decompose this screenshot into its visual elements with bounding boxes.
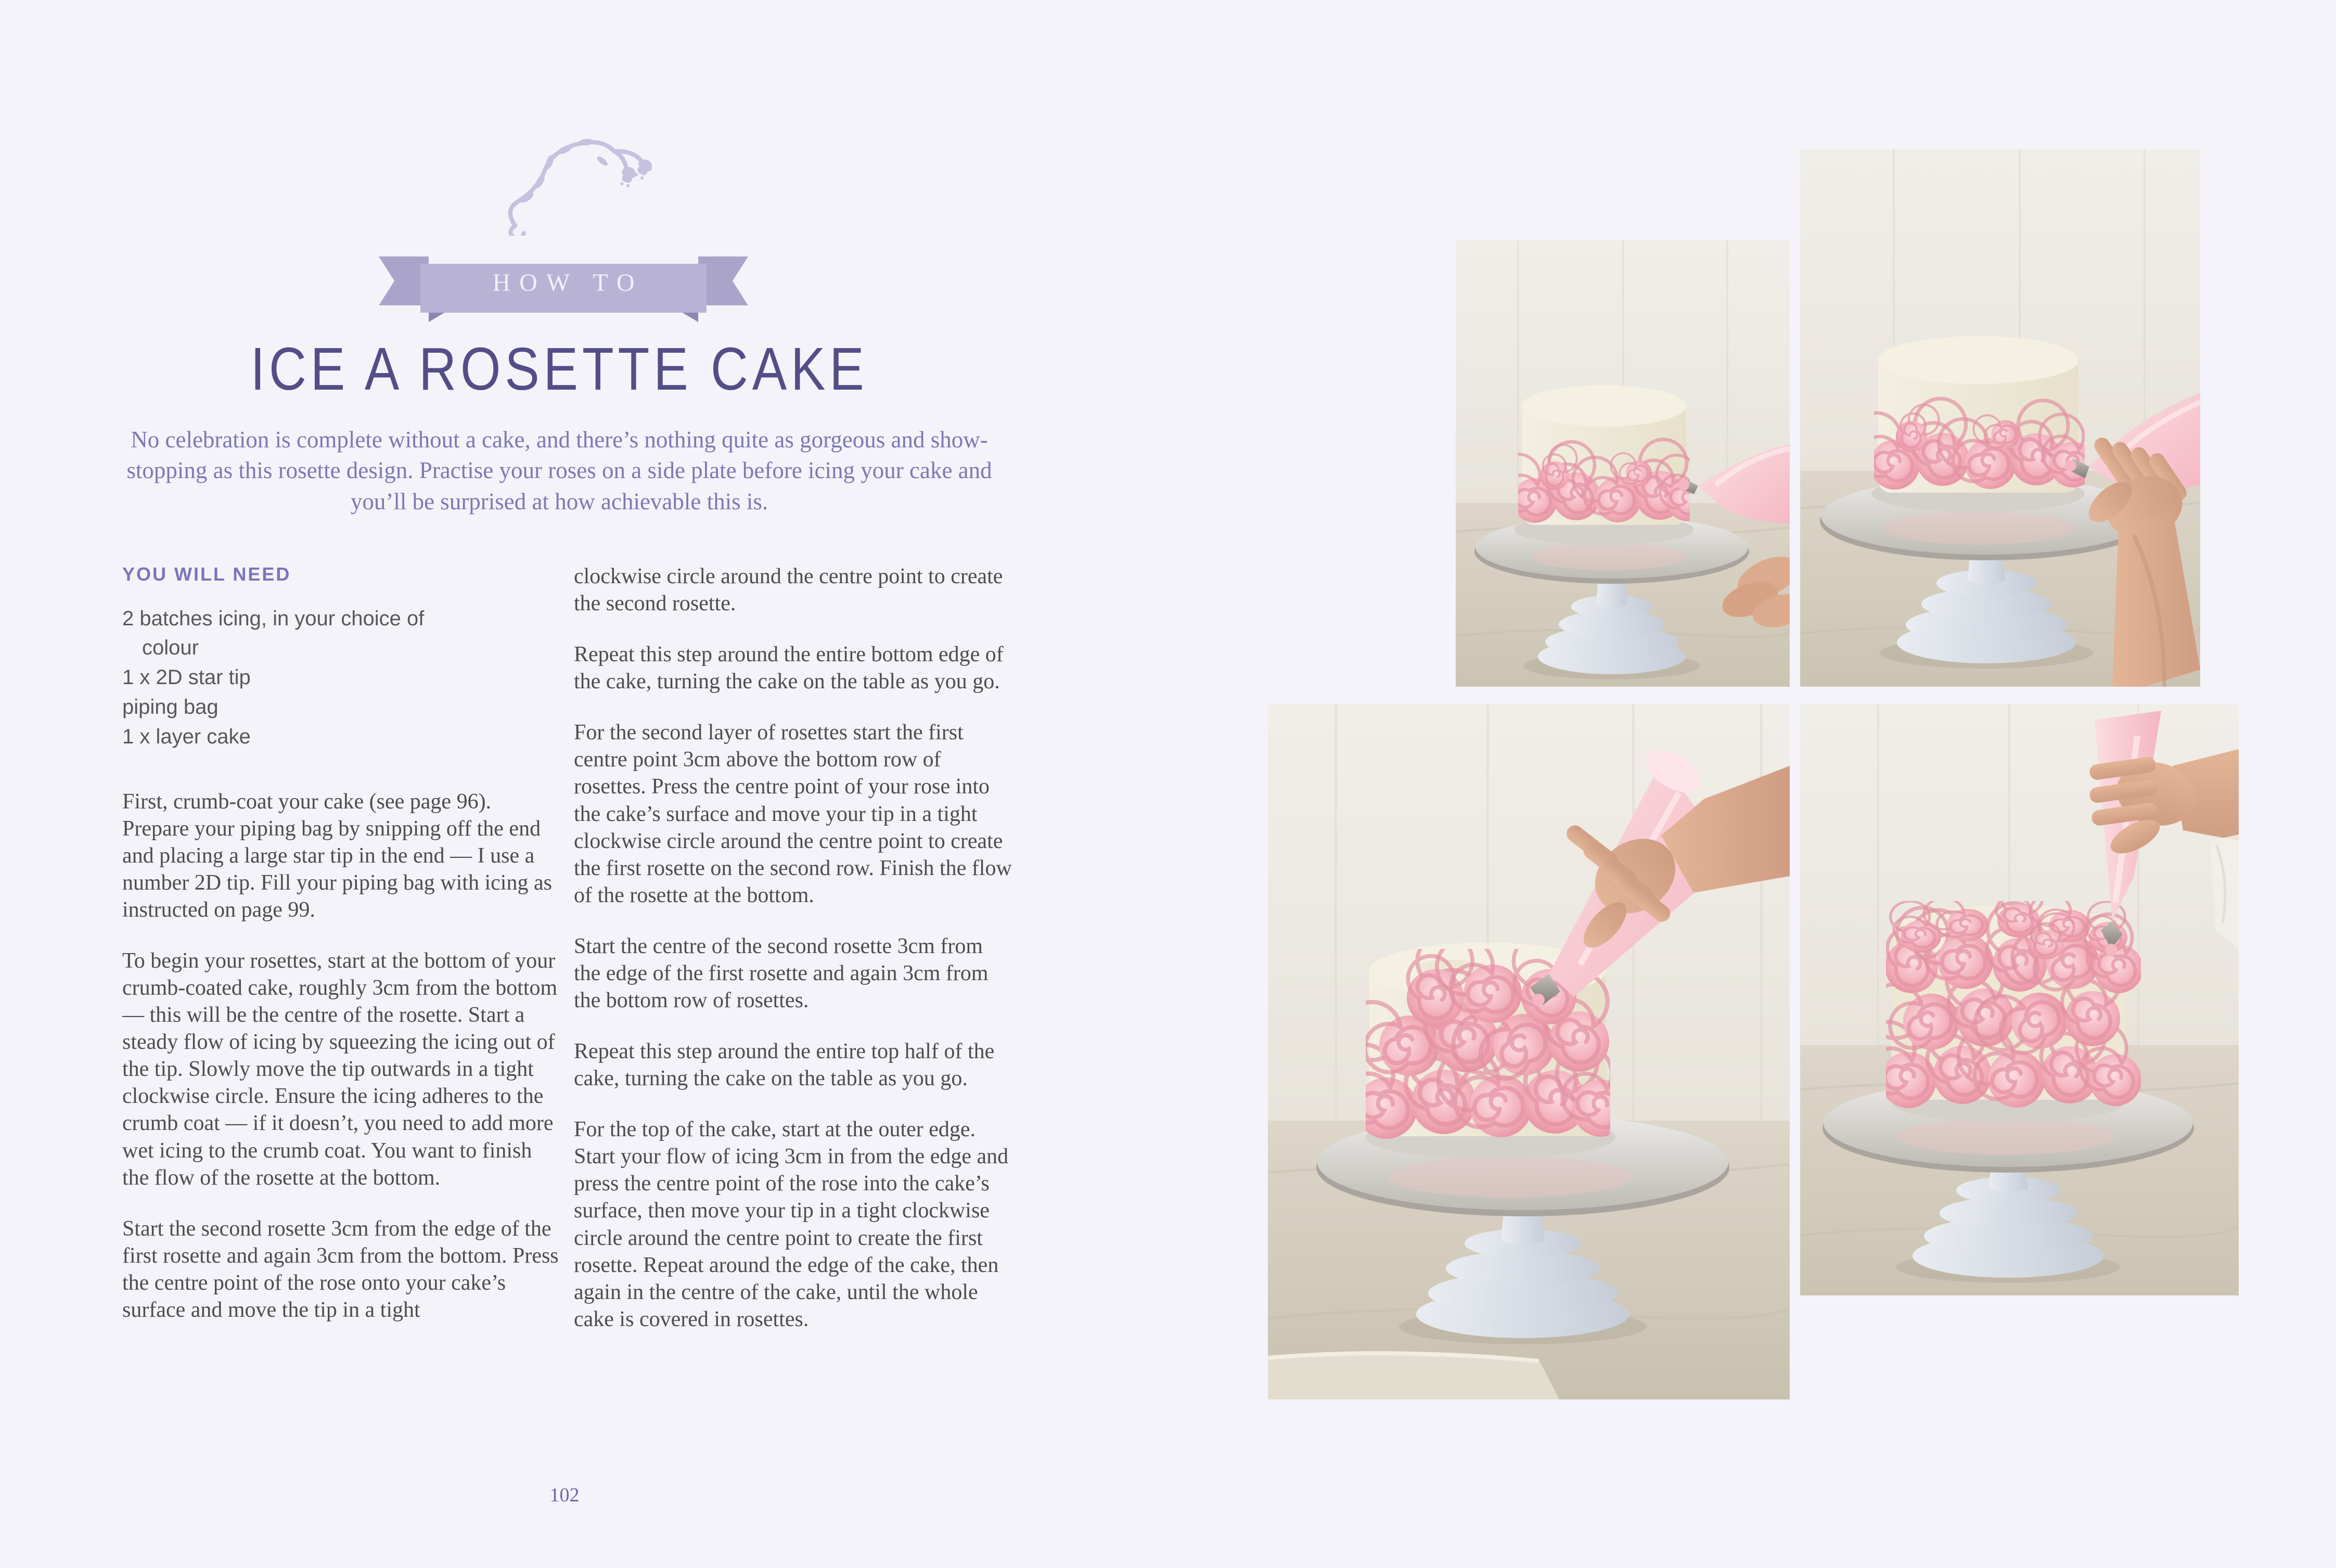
body-paragraph: To begin your rosettes, start at the bottom of your crumb-coated cake, roughly 3cm from the bottom — this will be the centre of the rosette. Start a steady flow of icing by squeezing the icing out of the tip. Slowly move the tip outwards in a tight clockwise circle. Ensure the icing adheres to the crumb coat — if it doesn’t, you need to add more wet icing to the crumb coat. You want to finish the flow of the rosette at the bottom.	[122, 949, 558, 1190]
text-column-right	[574, 563, 1013, 1357]
page-title: ICE A ROSETTE CAKE	[250, 335, 868, 403]
you-will-need-heading: YOU WILL NEED	[122, 563, 291, 585]
you-will-need-list	[122, 604, 455, 752]
body-paragraph: clockwise circle around the centre point to create the second rosette.	[574, 564, 1003, 616]
photo-step-1-piping-first-row	[1456, 240, 1790, 687]
body-paragraph: Repeat this step around the entire bottom edge of the cake, turning the cake on the table as you go.	[574, 642, 1004, 694]
photo-step-3-piping-second-row	[1268, 704, 1790, 1399]
floral-bellflower-flourish-icon	[497, 134, 653, 236]
body-paragraph: For the second layer of rosettes start the first centre point 3cm above the bottom row of rosettes. Press the centre point of your rose into the cake’s surface and move your tip in a tight clockwise circle around the centre point to create the first rosette on the second row. Finish the flow of the rosette at the bottom.	[574, 721, 1012, 907]
list-item: 1 x layer cake	[122, 725, 251, 748]
photo-step-2-hand-piping-bottom-row	[1800, 149, 2200, 687]
photo-step-4-piping-cake-top	[1800, 704, 2239, 1295]
list-item: piping bag	[122, 696, 219, 719]
list-item: 2 batches icing, in your choice of colour	[122, 607, 425, 660]
banner-label: HOW TO	[492, 268, 644, 297]
list-item: 1 x 2D star tip	[122, 666, 251, 689]
body-paragraph: Start the second rosette 3cm from the edge of the first rosette and again 3cm from the bottom. Press the centre point of the rose onto your cake’s surface and move the tip in a tight	[122, 1216, 559, 1322]
page-number: 102	[549, 1484, 580, 1506]
body-paragraph: Start the centre of the second rosette 3cm from the edge of the first rosette and again 3cm from the bottom row of rosettes.	[574, 934, 989, 1013]
body-paragraph: For the top of the cake, start at the outer edge. Start your flow of icing 3cm in from the edge and press the centre point of the rose into the cake’s surface, then move your tip in a tight clockwise circle around the centre point to create the first rosette. Repeat around the edge of the cake, then again in the centre of the cake, until the whole cake is covered in rosettes.	[574, 1117, 1009, 1331]
intro-paragraph: No celebration is complete without a cake, and there’s nothing quite as gorgeous and show-stopping as this rosette design. Practise your roses on a side plate before icing your cake and you’ll be surprised at how achievable this is.	[126, 427, 992, 515]
body-paragraph: First, crumb-coat your cake (see page 96). Prepare your piping bag by snipping off the end and placing a large star tip in the end — I use a number 2D tip. Fill your piping bag with icing as instructed on page 99.	[122, 789, 552, 922]
text-column-left	[122, 563, 562, 1347]
body-paragraph: Repeat this step around the entire top half of the cake, turning the cake on the table as you go.	[574, 1039, 995, 1091]
